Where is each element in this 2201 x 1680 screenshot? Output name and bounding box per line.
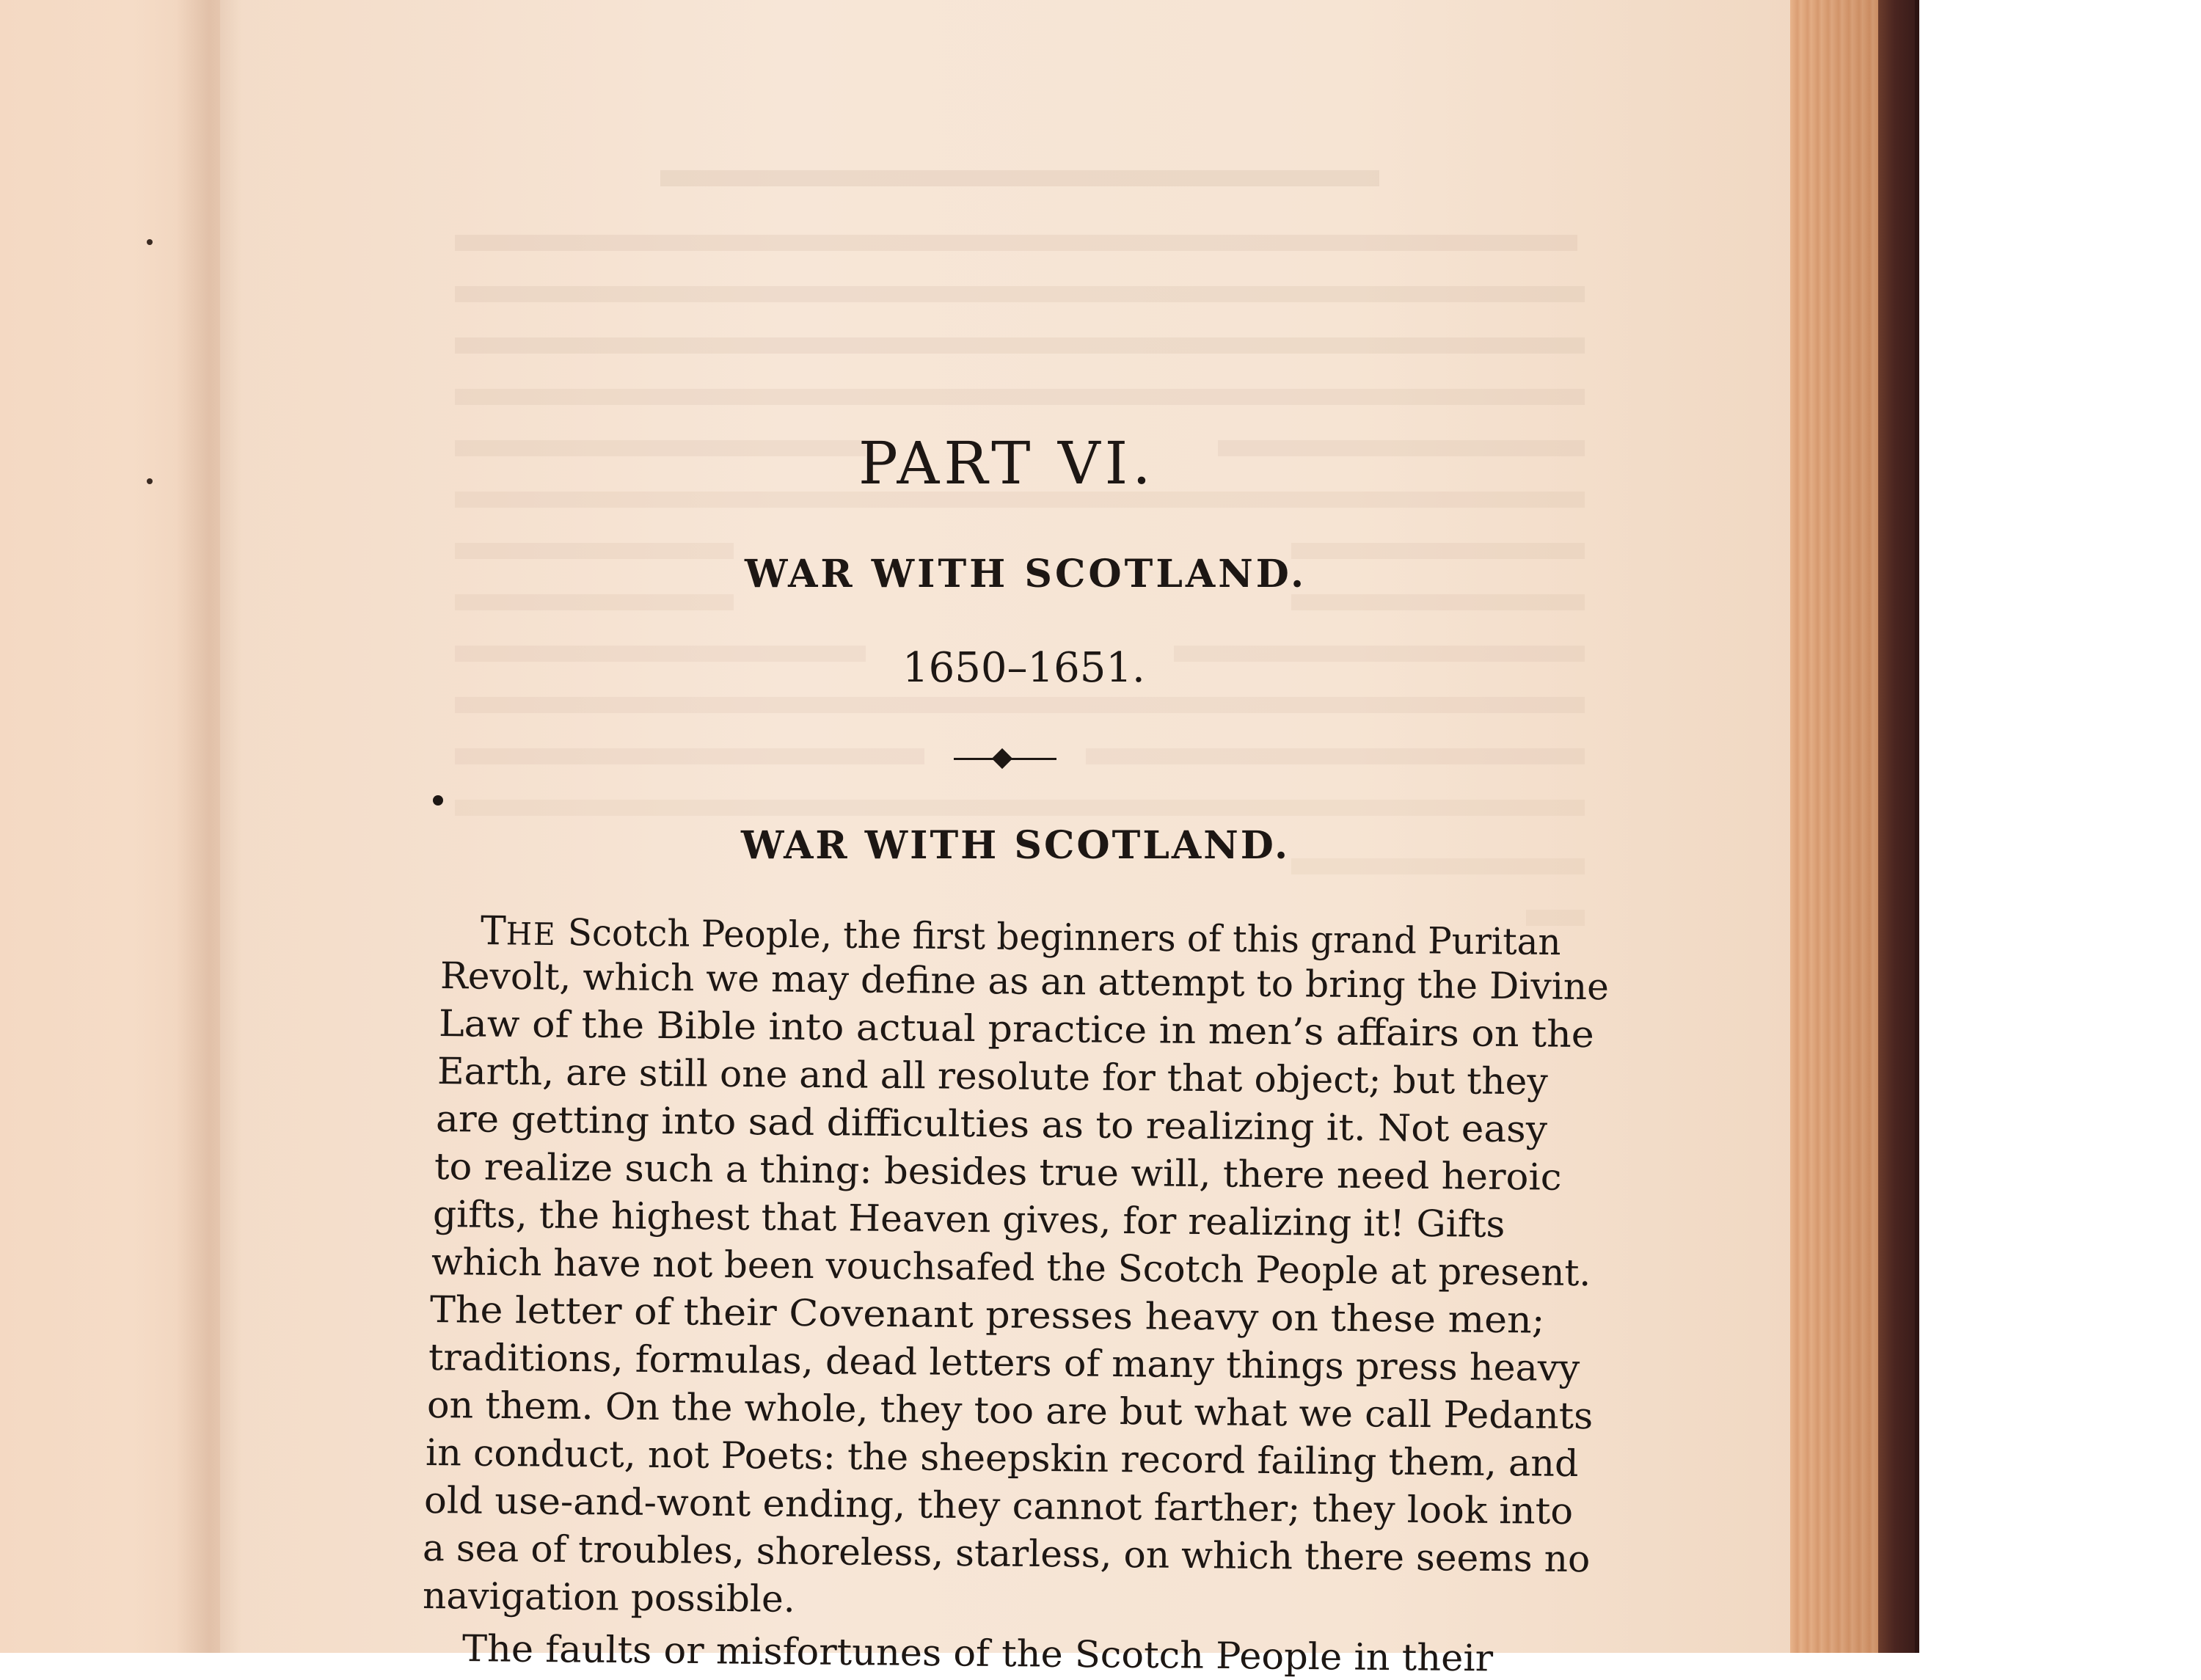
body-line: on them. On the whole, they too are but what we call Pedants [426, 1384, 1594, 1438]
body-line: Earth, are still one and all resolute for that object; but they [437, 1050, 1549, 1103]
lead-word-small-caps: HE [505, 916, 557, 952]
date-range: 1650–1651. [902, 644, 1145, 692]
lead-word-capital: T [480, 907, 507, 954]
section-heading: WAR WITH SCOTLAND. [741, 823, 1291, 868]
body-line-text: Scotch People, the first beginners of this grand Puritan [556, 910, 1561, 964]
part-subtitle: WAR WITH SCOTLAND. [745, 552, 1307, 596]
body-line: are getting into sad difficulties as to realizing it. Not easy [435, 1098, 1548, 1151]
ornamental-divider-diamond [992, 748, 1012, 769]
body-line: in conduct, not Poets: the sheepskin record failing them, and [425, 1431, 1579, 1486]
part-title: PART VI. [858, 429, 1156, 497]
body-line: old use-and-wont ending, they cannot farther; they look into [423, 1479, 1574, 1533]
body-line [480, 907, 1561, 964]
body-line: gifts, the highest that Heaven gives, for realizing it! Gifts [432, 1193, 1505, 1246]
margin-dot [433, 795, 443, 806]
body-line: traditions, formulas, dead letters of many things press heavy [428, 1336, 1580, 1390]
body-line: which have not been vouchsafed the Scotch People at present. [431, 1241, 1591, 1295]
body-line: a sea of troubles, shoreless, starless, on which there seems no [422, 1527, 1591, 1581]
body-line: The letter of their Covenant presses heavy on these men; [429, 1288, 1545, 1342]
body-line: The faults or misfortunes of the Scotch People in their [461, 1627, 1494, 1680]
body-line: navigation possible. [422, 1574, 796, 1621]
body-line: Revolt, which we may define as an attempt to bring the Divine [439, 954, 1610, 1009]
body-line: to realize such a thing: besides true will, there need heroic [434, 1145, 1562, 1199]
body-line: Law of the Bible into actual practice in men’s affairs on the [438, 1002, 1595, 1056]
